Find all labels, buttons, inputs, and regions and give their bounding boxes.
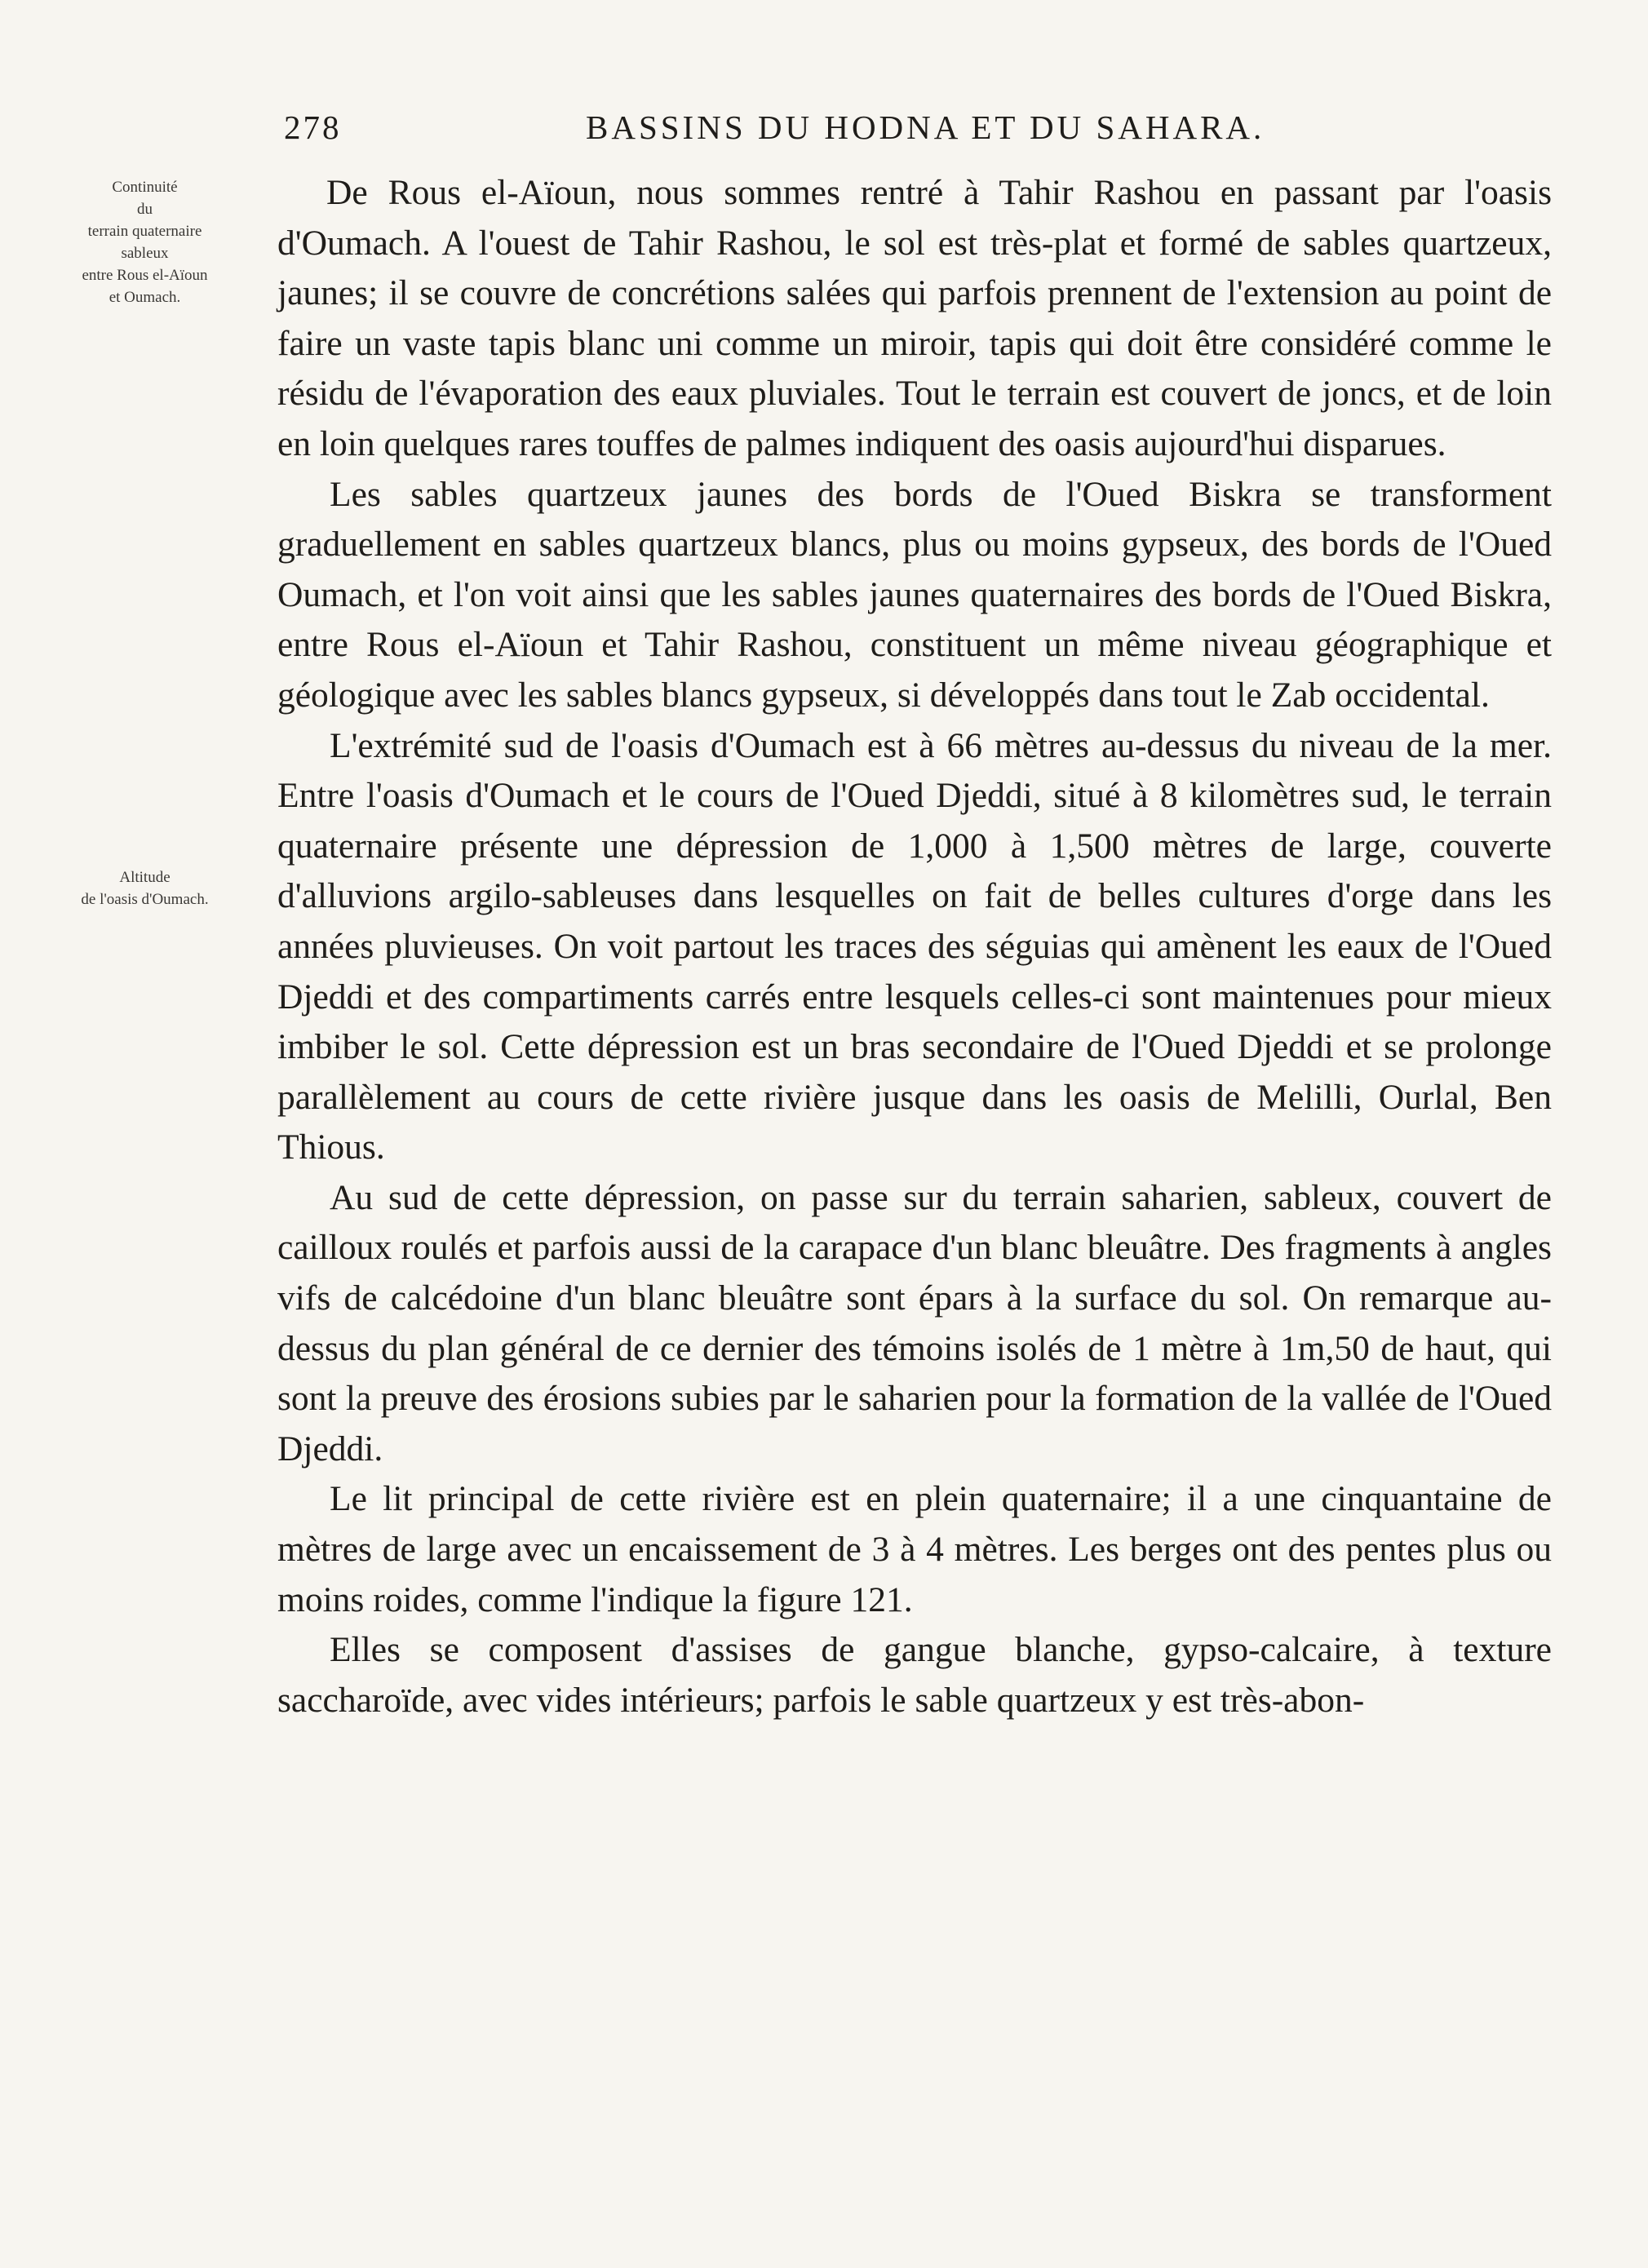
- margin-note-line: sableux: [121, 245, 169, 262]
- margin-note-line: terrain quaternaire: [87, 223, 202, 240]
- paragraph: Au sud de cette dépression, on passe sur du terrain saharien, sableux, couvert de cailloux roulés et parfois aussi de la carapace d'un blanc bleuâtre. Des fragments à angles vifs de calcédoine d'un blanc bleuâtre sont épars à la surface du sol. On remarque au-dessus du plan général de ce dernier des témoins isolés de 1 mètre à 1m,50 de haut, qui sont la preuve des érosions subies par le saharien pour la formation de la vallée de l'Oued Djeddi.: [277, 1177, 1552, 1468]
- page-header: [245, 108, 1566, 157]
- paragraph: Elles se composent d'assises de gangue blanche, gypso-calcaire, à texture saccharoïde, avec vides intérieurs; parfois le sable quartzeux y est très-abon-: [277, 1630, 1552, 1720]
- margin-note-line: de l'oasis d'Oumach.: [81, 891, 209, 908]
- page-number: 278: [284, 109, 342, 146]
- margin-note-line: et Oumach.: [109, 289, 181, 306]
- paragraph: De Rous el-Aïoun, nous sommes rentré à Tahir Rashou en passant par l'oasis d'Oumach. A l'ouest de Tahir Rashou, le sol est très-plat et formé de sables quartzeux, jaunes; il se couvre de concrétions salées qui parfois prennent de l'extension au point de faire un vaste tapis blanc uni comme un miroir, tapis qui doit être considéré comme le résidu de l'évaporation des eaux pluviales. Tout le terrain est couvert de joncs, et de loin en loin quelques rares touffes de palmes indiquent des oasis aujourd'hui disparues.: [277, 173, 1552, 463]
- margin-note-line: Continuité: [112, 179, 178, 196]
- margin-note-altitude: [33, 866, 257, 910]
- body-text: [277, 168, 1552, 1725]
- margin-note-line: du: [137, 201, 153, 218]
- running-title: BASSINS DU HODNA ET DU SAHARA.: [586, 109, 1265, 146]
- margin-note-continuity: [33, 176, 257, 308]
- paragraph: Les sables quartzeux jaunes des bords de l'Oued Biskra se transforment graduellement en sables quartzeux blancs, plus ou moins gypseux, des bords de l'Oued Oumach, et l'on voit ainsi que les sables jaunes quaternaires des bords de l'Oued Biskra, entre Rous el-Aïoun et Tahir Rashou, constituent un même niveau géographique et géologique avec les sables blancs gypseux, si développés dans tout le Zab occidental.: [277, 474, 1552, 715]
- paragraph: L'extrémité sud de l'oasis d'Oumach est à 66 mètres au-dessus du niveau de la mer. Entre l'oasis d'Oumach et le cours de l'Oued Djeddi, situé à 8 kilomètres sud, le terrain quaternaire présente une dépression de 1,000 à 1,500 mètres de large, couverte d'alluvions argilo-sableuses dans lesquelles on fait de belles cultures d'orge dans les années pluvieuses. On voit partout les traces des séguias qui amènent les eaux de l'Oued Djeddi et des compartiments carrés entre lesquels celles-ci sont maintenues pour mieux imbiber le sol. Cette dépression est un bras secondaire de l'Oued Djeddi et se prolonge parallèlement au cours de cette rivière jusque dans les oasis de Melilli, Ourlal, Ben Thious.: [277, 725, 1552, 1167]
- margin-note-line: entre Rous el-Aïoun: [82, 267, 208, 284]
- paragraph: Le lit principal de cette rivière est en plein quaternaire; il a une cinquantaine de mètres de large avec un encaissement de 3 à 4 mètres. Les berges ont des pentes plus ou moins roides, comme l'indique la figure 121.: [277, 1479, 1552, 1619]
- margin-note-line: Altitude: [119, 869, 171, 886]
